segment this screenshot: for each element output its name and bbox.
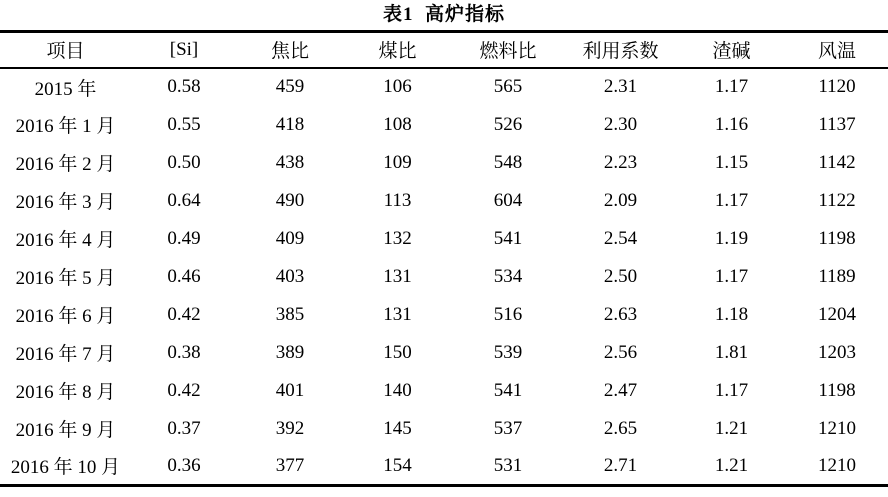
table-cell: 0.38 <box>167 341 201 363</box>
table-cell: 377 <box>275 454 305 476</box>
table-cell: 539 <box>493 341 523 363</box>
table-row <box>0 68 888 106</box>
table-cell: 150 <box>383 341 412 363</box>
table-cell: 1.15 <box>714 151 749 173</box>
table-cell: 1.21 <box>714 454 749 476</box>
table-cell: 108 <box>383 113 412 135</box>
table-cell: 418 <box>275 113 305 135</box>
table-cell: 526 <box>493 113 523 135</box>
table-cell: 401 <box>275 379 305 401</box>
row-label: 2016 年 10 月 <box>10 457 121 479</box>
col-header-slag-basicity: 渣碱 <box>677 32 786 68</box>
table-cell: 1.16 <box>714 113 749 135</box>
table-cell: 1120 <box>818 76 856 97</box>
col-header-utilization-coefficient: 利用系数 <box>564 32 677 68</box>
table-cell: 1.21 <box>714 417 749 439</box>
table-body <box>0 68 888 486</box>
table-row <box>0 182 888 220</box>
table-cell: 109 <box>383 151 412 173</box>
table-cell: 1203 <box>818 341 856 363</box>
table-cell: 2.63 <box>603 303 638 325</box>
table-cell: 0.46 <box>167 265 201 287</box>
row-label: 2016 年 6 月 <box>15 306 116 327</box>
table-cell: 2.30 <box>603 113 638 135</box>
table-cell: 2.47 <box>603 379 638 401</box>
table-row <box>0 144 888 182</box>
table-row <box>0 296 888 334</box>
col-header-si: [Si] <box>131 32 237 68</box>
table-cell: 537 <box>493 417 523 439</box>
table-row <box>0 258 888 296</box>
row-label: 2016 年 2 月 <box>15 154 116 175</box>
table-cell: 132 <box>383 227 412 249</box>
table-cell: 131 <box>383 265 412 287</box>
table-cell: 145 <box>383 417 412 439</box>
table-cell: 531 <box>493 454 523 476</box>
table-row <box>0 106 888 144</box>
table-cell: 490 <box>275 189 305 211</box>
row-label: 2016 年 7 月 <box>15 344 116 365</box>
table-cell: 548 <box>493 151 523 173</box>
row-label: 2016 年 5 月 <box>15 268 116 289</box>
col-header-item: 项目 <box>0 32 131 68</box>
table-cell: 541 <box>493 379 523 401</box>
row-label: 2016 年 1 月 <box>15 116 116 137</box>
table-cell: 1122 <box>818 189 856 211</box>
row-label: 2015 年 <box>34 78 97 100</box>
table-cell: 385 <box>275 303 305 325</box>
table-cell: 2.23 <box>603 151 638 173</box>
table-cell: 2.31 <box>603 76 638 97</box>
table-cell: 140 <box>383 379 412 401</box>
row-label: 2016 年 9 月 <box>15 420 116 441</box>
row-label: 2016 年 4 月 <box>15 230 116 251</box>
table-cell: 459 <box>275 76 305 97</box>
table-cell: 392 <box>275 417 305 439</box>
table-cell: 1.81 <box>714 341 749 363</box>
table-cell: 0.49 <box>167 227 201 249</box>
col-header-coal-ratio: 煤比 <box>343 32 452 68</box>
table-row <box>0 372 888 410</box>
table-cell: 2.09 <box>603 189 638 211</box>
table-cell: 1.17 <box>714 265 749 287</box>
table-row <box>0 220 888 258</box>
col-header-blast-temperature: 风温 <box>786 32 888 68</box>
table-cell: 1.17 <box>714 379 749 401</box>
table-cell: 2.50 <box>603 265 638 287</box>
table-cell: 1142 <box>818 151 856 173</box>
table-cell: 389 <box>275 341 305 363</box>
table-cell: 565 <box>493 76 523 97</box>
table-cell: 534 <box>493 265 523 287</box>
table-cell: 1204 <box>818 303 856 325</box>
table-cell: 106 <box>383 76 412 97</box>
table-cell: 1.19 <box>714 227 749 249</box>
table-cell: 1210 <box>818 417 856 439</box>
table-cell: 0.58 <box>167 76 201 97</box>
row-label: 2016 年 8 月 <box>15 382 116 403</box>
table-cell: 2.65 <box>603 417 638 439</box>
row-label: 2016 年 3 月 <box>15 192 116 213</box>
table-cell: 113 <box>383 189 412 211</box>
table-row <box>0 334 888 372</box>
table-row <box>0 410 888 448</box>
table-cell: 1189 <box>818 265 856 287</box>
table-cell: 0.42 <box>167 379 201 401</box>
table-cell: 1198 <box>818 379 856 401</box>
table-cell: 2.56 <box>603 341 638 363</box>
table-cell: 409 <box>275 227 305 249</box>
col-header-coke-ratio: 焦比 <box>237 32 343 68</box>
table-cell: 131 <box>383 303 412 325</box>
table-cell: 0.55 <box>167 113 201 135</box>
table-cell: 0.64 <box>167 189 201 211</box>
table-cell: 403 <box>275 265 305 287</box>
table-cell: 2.54 <box>603 227 638 249</box>
table-cell: 2.71 <box>603 454 638 476</box>
table-cell: 516 <box>493 303 523 325</box>
table-row <box>0 448 888 486</box>
table-cell: 154 <box>383 454 412 476</box>
table-cell: 604 <box>493 189 523 211</box>
blast-furnace-indicators-table <box>0 30 888 487</box>
table-cell: 1137 <box>818 113 856 135</box>
header-row <box>0 32 888 68</box>
table-cell: 438 <box>275 151 305 173</box>
table-cell: 541 <box>493 227 523 249</box>
table-cell: 1.18 <box>714 303 749 325</box>
table-title: 表1 高炉指标 <box>382 4 505 25</box>
table-cell: 1.17 <box>714 189 749 211</box>
table-cell: 1210 <box>818 454 856 476</box>
table-cell: 1198 <box>818 227 856 249</box>
col-header-fuel-ratio: 燃料比 <box>452 32 564 68</box>
table-cell: 0.42 <box>167 303 201 325</box>
table-cell: 1.17 <box>714 76 749 97</box>
table-cell: 0.37 <box>167 417 201 439</box>
table-cell: 0.36 <box>167 454 201 476</box>
table-cell: 0.50 <box>167 151 201 173</box>
